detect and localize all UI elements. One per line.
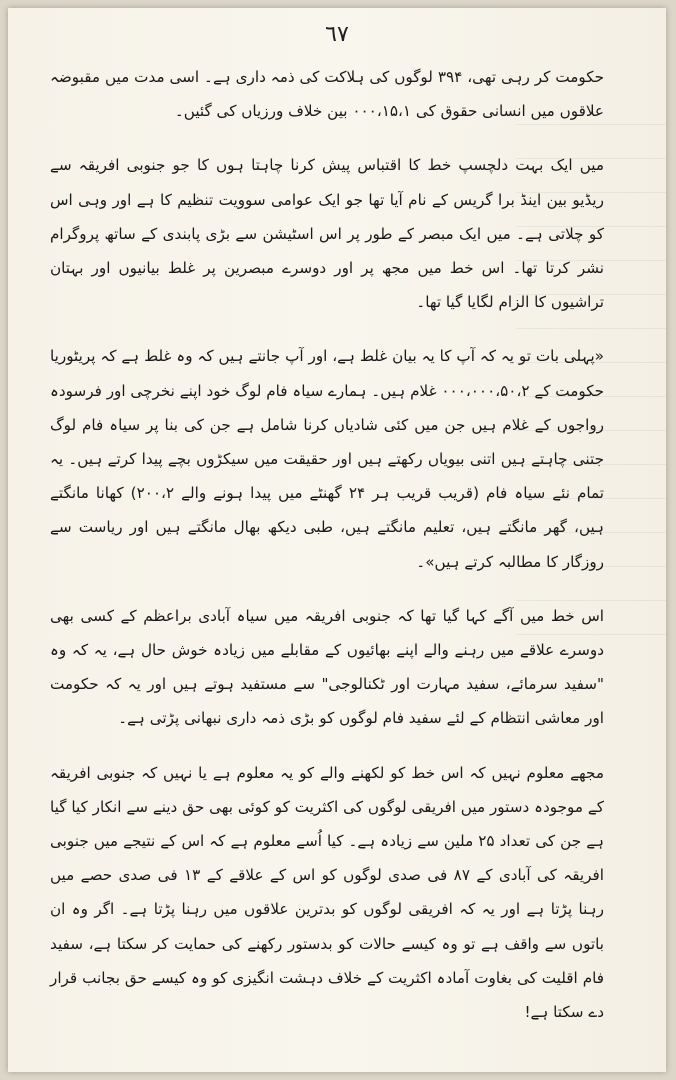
- paragraph-1: حکومت کر رہی تھی، ۳۹۴ لوگوں کی ہلاکت کی ذمہ داری ہے۔ اسی مدت میں مقبوضہ علاقوں میں انسانی حقوق کی ۰۰۰،۱۵،۱ بین خلاف ورزیاں کی گئیں۔: [50, 68, 605, 121]
- paragraph-spacer: [50, 736, 604, 756]
- book-page: [8, 8, 666, 1072]
- page-number: ٦٧: [325, 22, 349, 47]
- paragraph-spacer: [50, 319, 604, 339]
- paragraph-3: «پہلی بات تو یہ کہ آپ کا یہ بیان غلط ہے، اور آپ جانتے ہیں کہ وہ غلط ہے کہ پریٹوریا حکومت کے ۰۰۰،۰۰۰،۵۰،۲ غلام ہیں۔ ہمارے سیاہ فام لوگ خود اپنے نخرچی اور فرسودہ رواجوں کے غلام ہیں جن میں کئی شادیاں کرنا شامل ہے جن کی بنا پر سیاہ فام لوگ جتنی چاہتے ہیں اتنی بیویاں رکھتے ہیں اور حقیقت میں سیکڑوں بچے پیدا کرتے ہیں۔ یہ تمام نئے سیاہ فام (قریب قریب ہر ۲۴ گھنٹے میں پیدا ہونے والے ۲۰۰،۲) کھانا مانگتے ہیں، گھر مانگتے ہیں، تعلیم مانگتے ہیں، طبی دیکھ بھال مانگتے ہیں اور ریاست سے روزگار کا مطالبہ کرتے ہیں»۔: [50, 347, 604, 571]
- paragraph-spacer: [50, 128, 604, 148]
- paragraph-5: مجھے معلوم نہیں کہ اس خط کو لکھنے والے کو یہ معلوم ہے یا نہیں کہ جنوبی افریقہ کے موجودہ دستور میں افریقی لوگوں کی اکثریت کو کوئی بھی حق دینے سے انکار کیا گیا ہے جن کی تعداد ۲۵ ملین سے زیادہ ہے۔ کیا اُسے معلوم ہے کہ اس کے نتیجے میں جنوبی افریقہ کی آبادی کے ۸۷ فی صدی لوگوں کو اس کے علاقے کے ۱۳ فی صدی حصے میں رہنا پڑتا ہے اور یہ کہ افریقی لوگوں کو بدترین علاقوں میں رہنا پڑتا ہے۔ اگر وہ ان باتوں سے واقف ہے تو وہ کیسے حالات کو بدستور رکھنے کی حمایت کر سکتا ہے، سفید فام اقلیت کی بغاوت آمادہ اکثریت کے خلاف دہشت انگیزی کو وہ کیسے حق بجانب قرار دے سکتا ہے!: [50, 763, 604, 1022]
- page-body: [50, 60, 604, 1029]
- paragraph-2: میں ایک بہت دلچسپ خط کا اقتباس پیش کرنا چاہتا ہوں کا جو جنوبی افریقہ سے ریڈیو بین اینڈ برا گریس کے نام آیا تھا جو ایک عوامی سوویت تنظیم کا ہے اور وہی اس کو چلاتی ہے۔ میں ایک مبصر کے طور پر اس اسٹیشن سے بڑی پابندی کے ساتھ پروگرام نشر کرتا تھا۔ اس خط میں مجھ پر اور دوسرے مبصرین پر غلط بیانیوں اور بہتان تراشیوں کا الزام لگایا گیا تھا۔: [50, 156, 604, 312]
- paragraph-spacer: [50, 579, 604, 599]
- paragraph-4: اس خط میں آگے کہا گیا تھا کہ جنوبی افریقہ میں سیاہ آبادی براعظم کے کسی بھی دوسرے علاقے میں رہنے والے اپنے بھائیوں کے مقابلے میں زیادہ خوش حال ہے، یہ کہ وہ "سفید سرمائے، سفید مہارت اور ٹکنالوجی" سے مستفید ہوتے ہیں اور یہ کہ حکومت اور معاشی انتظام کے لئے سفید فام لوگوں کو بڑی ذمہ داری نبھانی پڑتی ہے۔: [50, 606, 604, 728]
